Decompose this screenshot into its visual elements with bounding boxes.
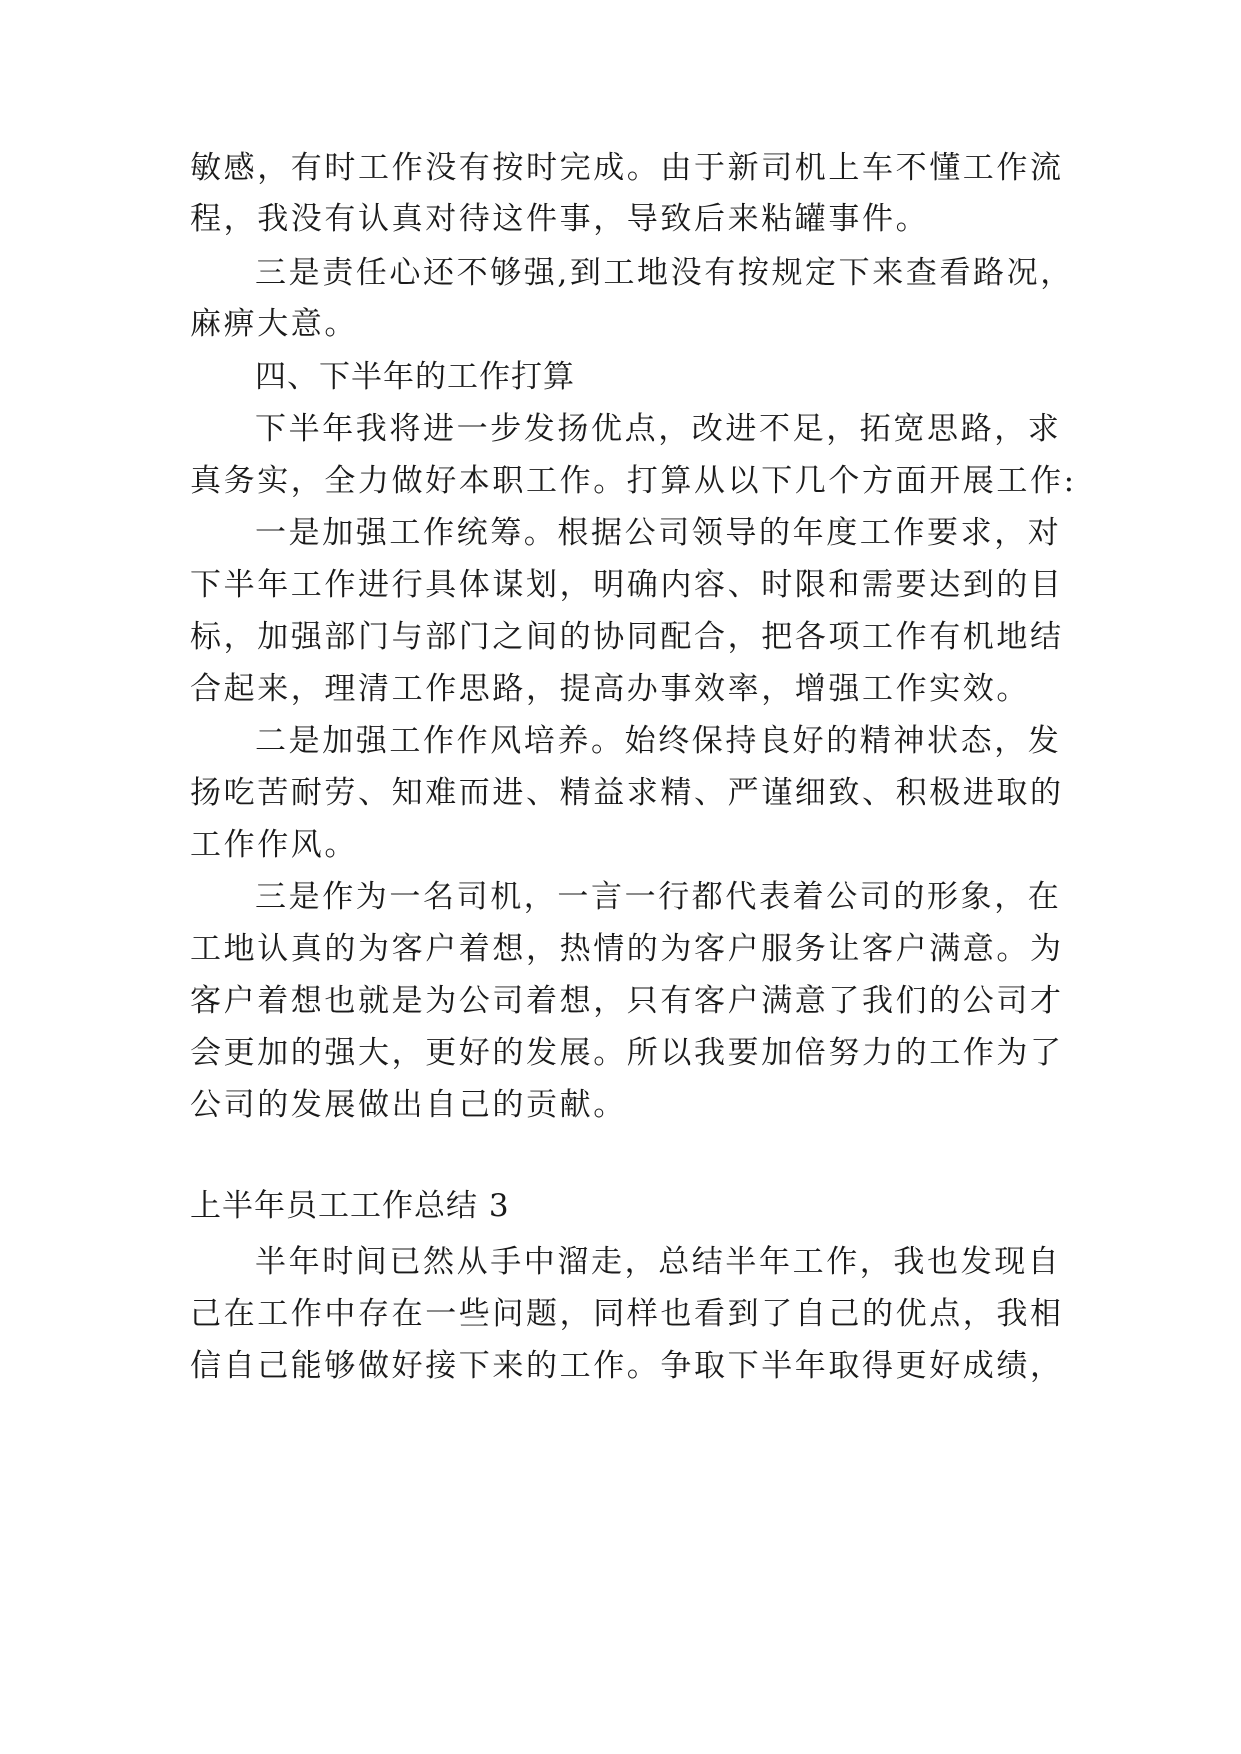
paragraph-line: 下半年工作进行具体谋划，明确内容、时限和需要达到的目 <box>190 567 1064 603</box>
paragraph-line: 合起来，理清工作思路，提高办事效率，增强工作实效。 <box>190 671 1030 707</box>
paragraph-line: 公司的发展做出自己的贡献。 <box>190 1087 627 1123</box>
paragraph-line: 工地认真的为客户着想，热情的为客户服务让客户满意。为 <box>190 931 1064 967</box>
section-heading: 四、下半年的工作打算 <box>255 359 575 395</box>
section-title: 上半年员工工作总结 3 <box>190 1188 510 1224</box>
paragraph-line: 己在工作中存在一些问题，同样也看到了自己的优点，我相 <box>190 1296 1064 1332</box>
paragraph-line: 程，我没有认真对待这件事，导致后来粘罐事件。 <box>190 201 930 237</box>
paragraph-line: 下半年我将进一步发扬优点，改进不足，拓宽思路，求 <box>255 411 1062 447</box>
paragraph-line: 三是责任心还不够强,到工地没有按规定下来查看路况， <box>255 255 1074 291</box>
paragraph-line: 半年时间已然从手中溜走，总结半年工作，我也发现自 <box>255 1244 1062 1280</box>
paragraph-line: 敏感，有时工作没有按时完成。由于新司机上车不懂工作流 <box>190 150 1064 186</box>
paragraph-line: 信自己能够做好接下来的工作。争取下半年取得更好成绩， <box>190 1348 1064 1384</box>
paragraph-line: 标，加强部门与部门之间的协同配合，把各项工作有机地结 <box>190 619 1064 655</box>
paragraph-line: 工作作风。 <box>190 827 358 863</box>
paragraph-line: 麻痹大意。 <box>190 306 358 342</box>
paragraph-line: 一是加强工作统筹。根据公司领导的年度工作要求，对 <box>255 515 1062 551</box>
paragraph-line: 二是加强工作作风培养。始终保持良好的精神状态，发 <box>255 723 1062 759</box>
paragraph-line: 扬吃苦耐劳、知难而进、精益求精、严谨细致、积极进取的 <box>190 775 1064 811</box>
paragraph-line: 真务实，全力做好本职工作。打算从以下几个方面开展工作: <box>190 463 1077 499</box>
paragraph-line: 会更加的强大，更好的发展。所以我要加倍努力的工作为了 <box>190 1035 1064 1071</box>
paragraph-line: 三是作为一名司机，一言一行都代表着公司的形象，在 <box>255 879 1062 915</box>
paragraph-line: 客户着想也就是为公司着想，只有客户满意了我们的公司才 <box>190 983 1064 1019</box>
